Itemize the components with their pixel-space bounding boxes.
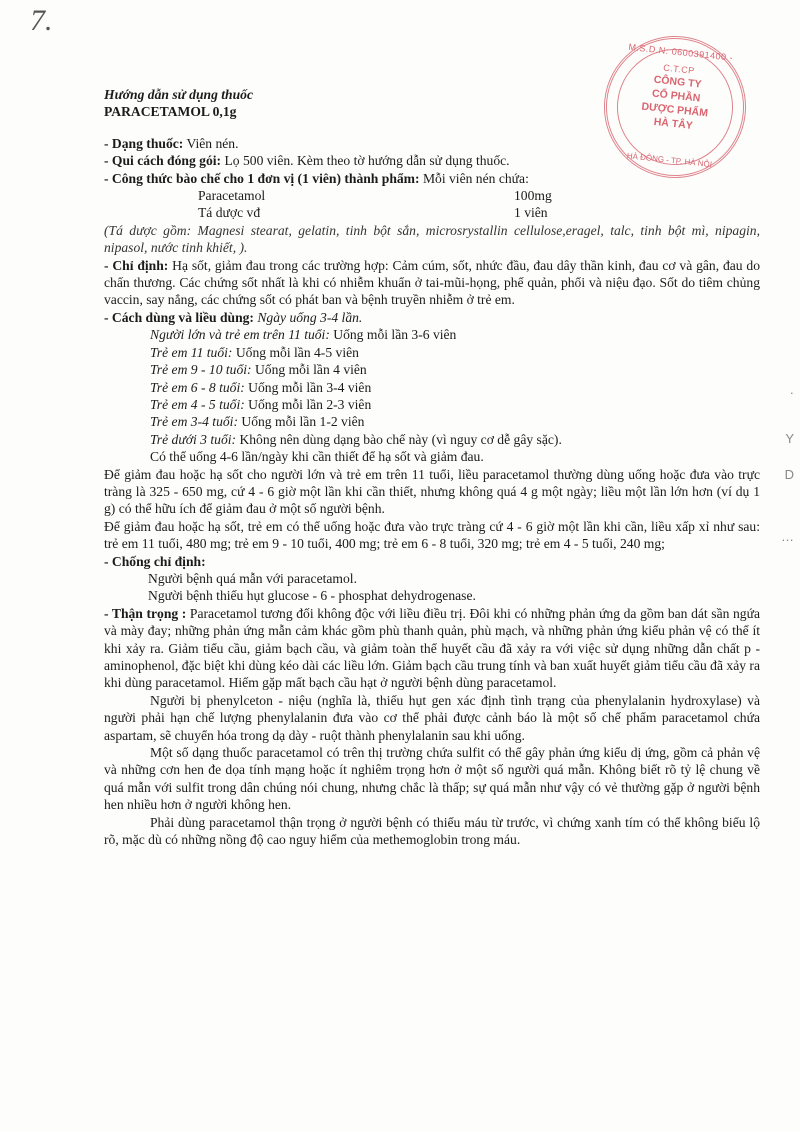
dose-item [150, 396, 760, 413]
precautions-paragraph: Phải dùng paracetamol thận trọng ở người bệnh có thiếu máu từ trước, vì chứng xanh tím có thể không biểu lộ rõ, mặc dù có những nồng độ cao nguy hiểm của methemoglobin trong máu. [104, 814, 760, 848]
dose-amount: Uống mỗi lần 3-6 viên [329, 327, 457, 343]
dosage-heading [104, 309, 760, 326]
precautions-paragraph: Một số dạng thuốc paracetamol có trên thị trường chứa sulfit có thể gây phản ứng kiểu dị ứng, gồm cả phản vệ và những cơn hen đe dọa tính mạng hoặc ít nghiêm trọng hơn ở một số người quá mẫn. Không biết rõ tỷ lệ chung về quá mẫn với sulfit trong dân chúng nói chung, nhưng chắc là thấp; sự quá mẫn như vậy có vẻ thường gặp ở người bệnh hen nhiều hơn ở người không hen. [104, 745, 760, 813]
dose-group: Trẻ em 6 - 8 tuổi: [150, 379, 245, 395]
section-text: Viên nén. [183, 135, 239, 151]
document-body [104, 86, 760, 848]
stamp-top-text: M.S.D.N: 0600391400 - C.T.CP [627, 41, 734, 77]
dose-group: Trẻ dưới 3 tuổi: [150, 431, 237, 447]
dose-group: Trẻ em 9 - 10 tuổi: [150, 362, 252, 378]
contraindication-item: Người bệnh quá mẫn với paracetamol. [148, 570, 357, 586]
indications [104, 257, 760, 309]
section-label: - Dạng thuốc: [104, 135, 184, 151]
stamp-line: CỔ PHẦN [651, 87, 701, 105]
dose-amount: Uống mỗi lần 3-4 viên [244, 379, 372, 395]
section-text: Paracetamol tương đối không độc với liều điều trị. Đôi khi có những phản ứng da gồm ban dát sần ngứa và mày đay; những phản ứng mẫn cảm khác gồm phù thanh quản, phù mạch, và những phản ứng kiểu phản vệ có thể ít khi xảy ra. Giảm tiểu cầu, giảm bạch cầu, và giảm toàn thể huyết cầu đã xảy ra với việc sử dụng những dẫn chất p - aminophenol, đặc biệt khi dùng kéo dài các liều lớn. Giảm bạch cầu trung tính và ban xuất huyết giảm tiểu cầu đã xảy ra khi dùng paracetamol. Hiếm gặp mất bạch cầu hạt ở người bệnh dùng paracetamol. [104, 605, 760, 691]
stamp-line: DƯỢC PHẨM [640, 100, 709, 120]
section-text: Mỗi viên nén chứa: [419, 170, 529, 186]
stamp-line: HÀ TÂY [653, 115, 694, 132]
corner-mark: 7. [30, 4, 53, 37]
dosage-paragraph: Để giảm đau hoặc hạ sốt cho người lớn và trẻ em trên 11 tuổi, liều paracetamol thường dùng uống hoặc đưa vào trực tràng là 325 - 650 mg, cứ 4 - 6 giờ một lần khi cần thiết, nhưng không quá 4 g một ngày; liều một lần lớn hơn (ví dụ 1 g) có thể hữu ích để giảm đau ở một số người bệnh. [104, 466, 760, 517]
dose-item [150, 413, 760, 430]
contraindication-item: Người bệnh thiếu hụt glucose - 6 - phosphat dehydrogenase. [148, 588, 476, 604]
dose-amount: Không nên dùng dạng bào chế này (vì nguy cơ dễ gây sặc). [236, 431, 562, 447]
formula-row [198, 187, 760, 204]
margin-mark: · [789, 385, 794, 400]
ingredient-amount: 1 viên [514, 205, 548, 221]
dose-amount: Uống mỗi lần 4 viên [251, 362, 367, 378]
margin-mark: … [781, 529, 794, 544]
dosage-summary: Ngày uống 3-4 lần. [253, 309, 363, 325]
product-name: PARACETAMOL 0,1g [104, 104, 237, 120]
dose-group: Trẻ em 4 - 5 tuổi: [150, 396, 245, 412]
dose-group: Trẻ em 3-4 tuổi: [150, 414, 238, 430]
dose-amount: Uống mỗi lần 1-2 viên [237, 414, 365, 430]
dose-item [150, 344, 760, 361]
section-label: - Chống chỉ định: [104, 553, 206, 569]
dose-group: Trẻ em 11 tuổi: [150, 344, 233, 360]
ingredient-name: Paracetamol [198, 188, 266, 204]
dose-item [150, 431, 760, 448]
ingredient-amount: 100mg [514, 188, 552, 204]
excipients-note: (Tá dược gồm: Magnesi stearat, gelatin, tinh bột sắn, microsrystallin cellulose,eragel, talc, tinh bột mì, nipagin, nipasol, nước tinh khiết, ). [104, 222, 760, 256]
contraindications-heading [104, 553, 760, 570]
section-label: - Cách dùng và liều dùng: [104, 309, 254, 325]
section-text: Lọ 500 viên. Kèm theo tờ hướng dẫn sử dụng thuốc. [221, 153, 510, 169]
margin-mark: Y [785, 431, 794, 446]
packaging [104, 152, 760, 169]
precautions-paragraph: Người bị phenylceton - niệu (nghĩa là, thiếu hụt gen xác định tình trạng của phenylalanin hydroxylase) và người phải hạn chế lượng phenylalanin đưa vào cơ thể phải được cảnh báo là một số chế phẩm paracetamol chứa aspartam, sẽ chuyển hóa trong dạ dày - ruột thành phenylalanin sau khi uống. [104, 692, 760, 743]
dose-amount: Uống mỗi lần 2-3 viên [244, 396, 372, 412]
section-label: - Thận trọng : [104, 605, 187, 621]
precautions [104, 605, 760, 692]
stamp-line: CÔNG TY [653, 73, 703, 91]
dosage-paragraph: Để giảm đau hoặc hạ sốt, trẻ em có thể uống hoặc đưa vào trực tràng cứ 4 - 6 giờ một lần khi cần, liều xấp xỉ như sau: trẻ em 11 tuổi, 480 mg; trẻ em 9 - 10 tuổi, 400 mg; trẻ em 6 - 8 tuổi, 320 mg; trẻ em 4 - 5 tuổi, 240 mg; [104, 518, 760, 552]
frequency-note: Có thể uống 4-6 lần/ngày khi cần thiết để hạ sốt và giảm đau. [150, 449, 484, 465]
stamp-bottom-text: HÀ ĐÔNG - TP. HÀ NỘI [626, 150, 713, 169]
dosage-form [104, 135, 760, 152]
dose-amount: Uống mỗi lần 4-5 viên [232, 344, 359, 360]
section-label: - Qui cách đóng gói: [104, 153, 222, 169]
dose-item [150, 326, 760, 343]
dose-item [150, 361, 760, 378]
formula-row [198, 204, 760, 221]
margin-mark: D [784, 467, 794, 482]
ingredient-name: Tá dược vđ [198, 205, 261, 221]
section-label: - Chỉ định: [104, 257, 169, 273]
section-text: Hạ sốt, giảm đau trong các trường hợp: Cảm cúm, sốt, nhức đầu, đau dây thần kinh, đau cơ và gân, đau do chấn thương. Các chứng sốt nhất là khi có nhiễm khuẩn ở tai-mũi-họng, phế quản, phổi và niệu đạo. Sốt do tiêm chủng vaccin, say nắng, các chứng sốt có phát ban và bệnh truyền nhiễm ở trẻ em. [104, 257, 760, 308]
formula [104, 170, 760, 187]
doc-title: Hướng dẫn sử dụng thuốc [104, 87, 253, 102]
dose-item [150, 379, 760, 396]
dose-group: Người lớn và trẻ em trên 11 tuổi: [150, 327, 330, 343]
section-label: - Công thức bào chế cho 1 đơn vị (1 viên) thành phẩm: [104, 170, 420, 186]
